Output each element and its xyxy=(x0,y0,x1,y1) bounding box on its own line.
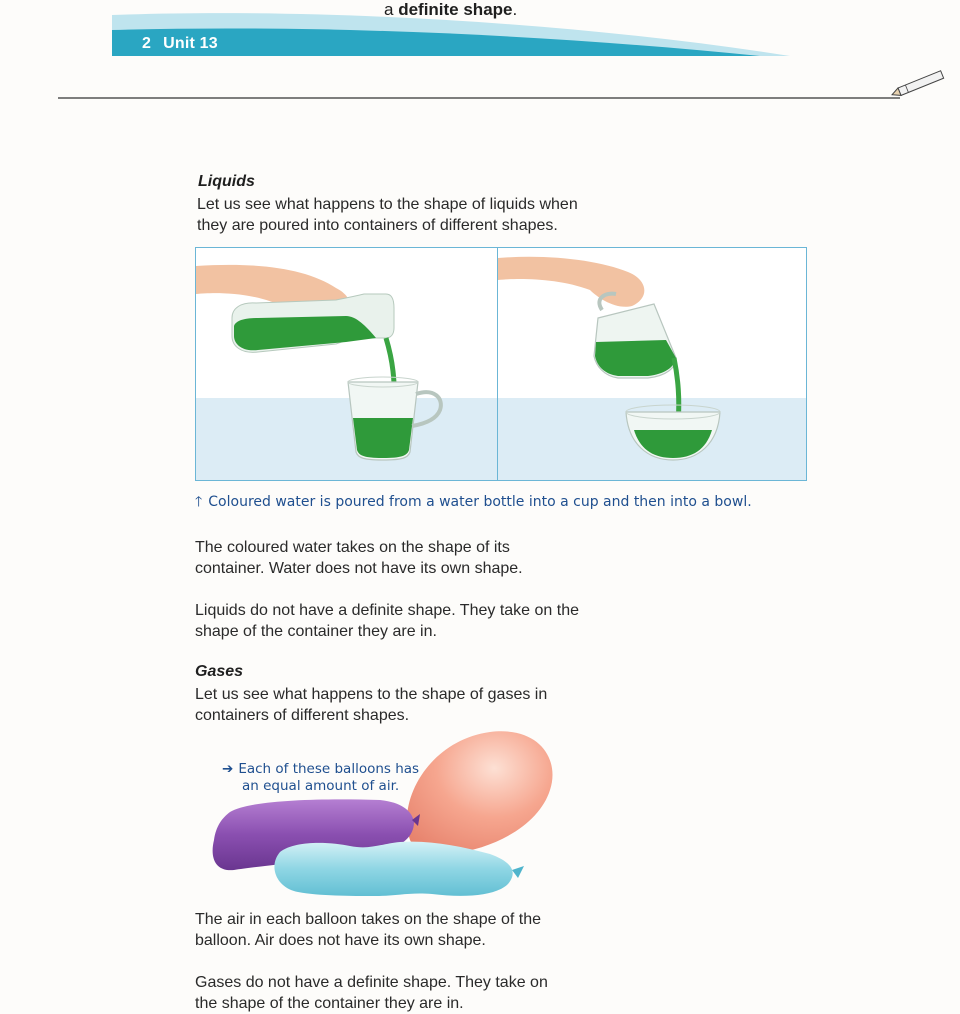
unit-title: Unit 13 xyxy=(163,35,218,52)
pink-balloon xyxy=(404,731,553,854)
gases-para1-line2: balloon. Air does not have its own shape. xyxy=(195,932,486,949)
arrow-up-icon: 🡑 xyxy=(195,494,203,510)
gases-para2-line1: Gases do not have a definite shape. They take on xyxy=(195,974,548,991)
unit-label xyxy=(142,35,218,53)
gases-intro-line1: Let us see what happens to the shape of gases in xyxy=(195,686,548,703)
liquids-para2-line1: Liquids do not have a definite shape. They take on the xyxy=(195,602,579,619)
liquids-intro-line1: Let us see what happens to the shape of liquids when xyxy=(197,196,578,213)
gases-heading: Gases xyxy=(195,663,244,680)
balloons-illustration xyxy=(200,730,580,905)
gases-intro-line2: containers of different shapes. xyxy=(195,707,410,724)
cyan-balloon xyxy=(274,842,524,896)
liquids-para1-line2: container. Water does not have its own shape. xyxy=(195,560,523,577)
liquids-heading: Liquids xyxy=(198,173,255,190)
bottle-to-cup-photo xyxy=(196,248,497,480)
previous-text-fragment: a definite shape. xyxy=(384,0,518,19)
gases-para2-line2: the shape of the container they are in. xyxy=(195,995,464,1012)
jug-to-bowl-photo xyxy=(498,248,807,480)
liquids-para2-line2: shape of the container they are in. xyxy=(195,623,437,640)
gases-para1-line1: The air in each balloon takes on the shape of the xyxy=(195,911,542,928)
balloon-note: ➔ Each of these balloons has an equal amount of air. xyxy=(222,761,420,794)
liquids-para1-line1: The coloured water takes on the shape of its xyxy=(195,539,510,556)
liquid-photo-frame xyxy=(195,247,807,481)
liquids-intro-line2: they are poured into containers of different shapes. xyxy=(197,217,558,234)
pencil-icon xyxy=(891,71,944,99)
page-rule xyxy=(0,70,960,110)
arrow-right-icon: ➔ xyxy=(222,761,234,777)
page-number: 2 xyxy=(142,35,152,52)
liquid-photo-caption: 🡑 Coloured water is poured from a water bottle into a cup and then into a bowl. xyxy=(195,494,752,510)
